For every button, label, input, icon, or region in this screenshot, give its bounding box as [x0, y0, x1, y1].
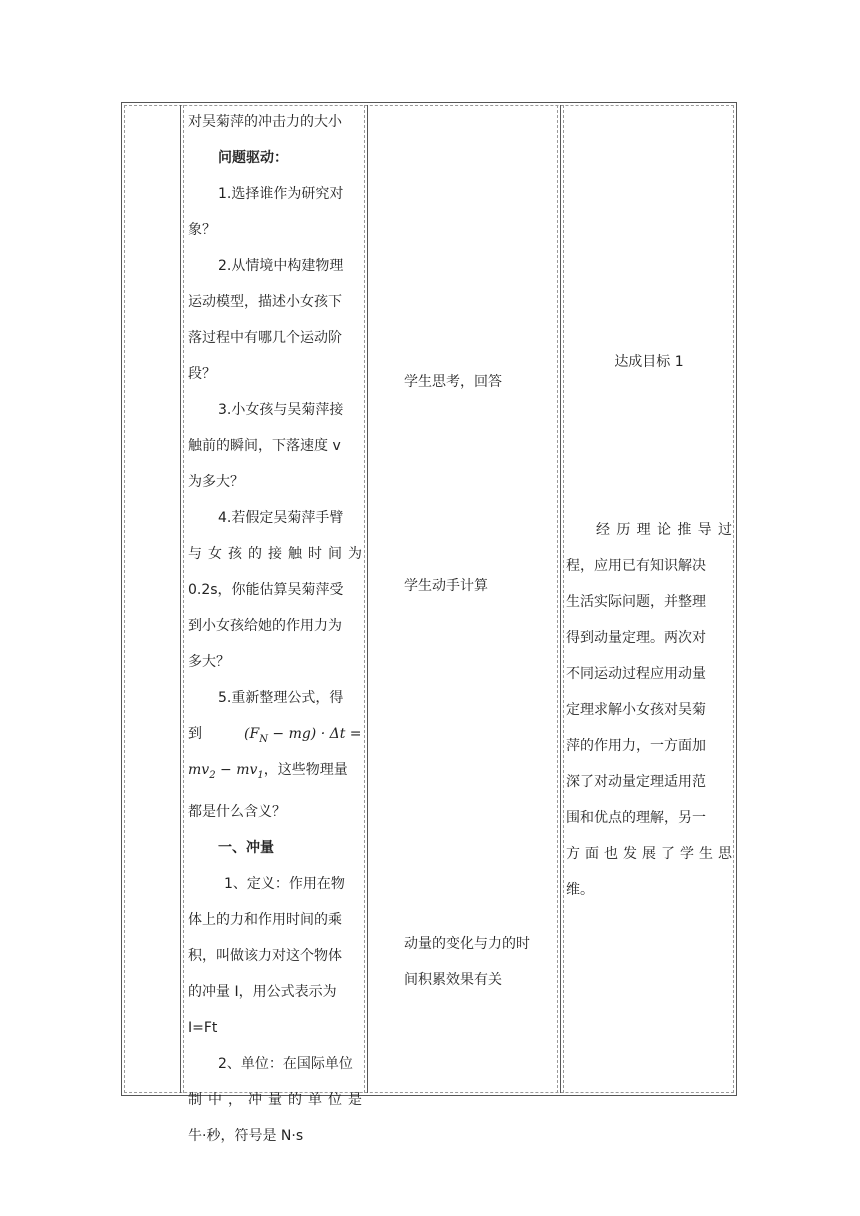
definition-line: 1、定义：作用在物 — [224, 875, 345, 892]
text-line: 与女孩的接触时间为 — [188, 546, 362, 562]
formula-part: − mv — [215, 762, 258, 778]
text-line: 多大？ — [188, 654, 230, 670]
text-line: 程，应用已有知识解决 — [566, 558, 706, 574]
student-activity-3 — [372, 926, 558, 998]
column-divider-2-dashed — [364, 105, 365, 1093]
section-heading-impulse: 一、冲量 — [218, 839, 274, 856]
student-activity-2: 学生动手计算 — [404, 578, 488, 594]
column-divider-2 — [367, 105, 368, 1093]
unit-line: 2、单位：在国际单位 — [218, 1055, 353, 1072]
text-line: 积，叫做该力对这个物体 — [188, 947, 342, 964]
formula-line-1 — [188, 716, 362, 752]
text-fragment: 到 — [188, 726, 202, 742]
text-line: 运动模型，描述小女孩下 — [188, 294, 342, 310]
text-line: 经历理论推导过 — [596, 522, 732, 538]
teaching-content-column — [188, 104, 362, 1154]
text-line: 萍的作用力，一方面加 — [566, 738, 706, 754]
formula-subscript: 2 — [209, 769, 216, 781]
text-line: 到小女孩给她的作用力为 — [188, 618, 342, 634]
text-line: 体上的力和作用时间的乘 — [188, 911, 342, 928]
text-line: 都是什么含义？ — [188, 803, 286, 820]
formula-part: mv — [188, 762, 210, 778]
text-line: 定理求解小女孩对吴菊 — [566, 702, 706, 718]
question-3: 3.小女孩与吴菊萍接 — [218, 402, 344, 418]
text-line: 触前的瞬间，下落速度 v — [188, 438, 341, 454]
text-line: 0.2s，你能估算吴菊萍受 — [188, 582, 344, 598]
formula-subscript: 1 — [257, 769, 264, 781]
text-line: 不同运动过程应用动量 — [566, 666, 706, 682]
text-line: 象？ — [188, 222, 216, 238]
text-line: 落过程中有哪几个运动阶 — [188, 330, 342, 346]
text-line: 制中，冲量的单位是 — [188, 1091, 362, 1108]
text-line: 间积累效果有关 — [404, 972, 502, 988]
text-line: 动量的变化与力的时 — [404, 936, 530, 952]
text-line: 维。 — [566, 882, 594, 898]
text-line: 牛·秒，符号是 N·s — [188, 1127, 304, 1144]
text-line: 生活实际问题，并整理 — [566, 594, 706, 610]
text-line: 围和优点的理解，另一 — [566, 810, 706, 826]
question-1: 1.选择谁作为研究对 — [218, 186, 344, 202]
formula-part: (F — [244, 726, 260, 742]
text-line: 为多大？ — [188, 474, 244, 490]
text-line: 得到动量定理。两次对 — [566, 630, 706, 646]
column-divider-1-dashed — [183, 105, 184, 1093]
formula-subscript: N — [259, 733, 268, 745]
goal-title: 达成目标 1 — [614, 354, 684, 370]
text-line: 段？ — [188, 366, 216, 382]
text-line: 对吴菊萍的冲击力的大小 — [188, 114, 342, 130]
section-heading: 问题驱动： — [218, 150, 288, 166]
text-line: 方面也发展了学生思 — [566, 846, 732, 862]
column-divider-1 — [180, 105, 181, 1093]
question-2: 2.从情境中构建物理 — [218, 258, 344, 274]
text-line: 的冲量 I，用公式表示为 — [188, 983, 337, 1000]
design-intent-paragraph — [566, 512, 732, 908]
text-line: I=Ft — [188, 1019, 218, 1036]
question-5: 5.重新整理公式，得 — [218, 690, 344, 706]
formula-impulse — [244, 716, 362, 758]
text-fragment: ，这些物理量 — [263, 762, 348, 778]
formula-line-2 — [188, 752, 362, 794]
formula-momentum — [188, 762, 264, 781]
student-activity-1: 学生思考，回答 — [404, 374, 502, 390]
question-4: 4.若假定吴菊萍手臂 — [218, 510, 344, 526]
text-line: 深了对动量定理适用范 — [566, 774, 706, 790]
formula-part: − mg) · Δt = — [267, 726, 362, 742]
